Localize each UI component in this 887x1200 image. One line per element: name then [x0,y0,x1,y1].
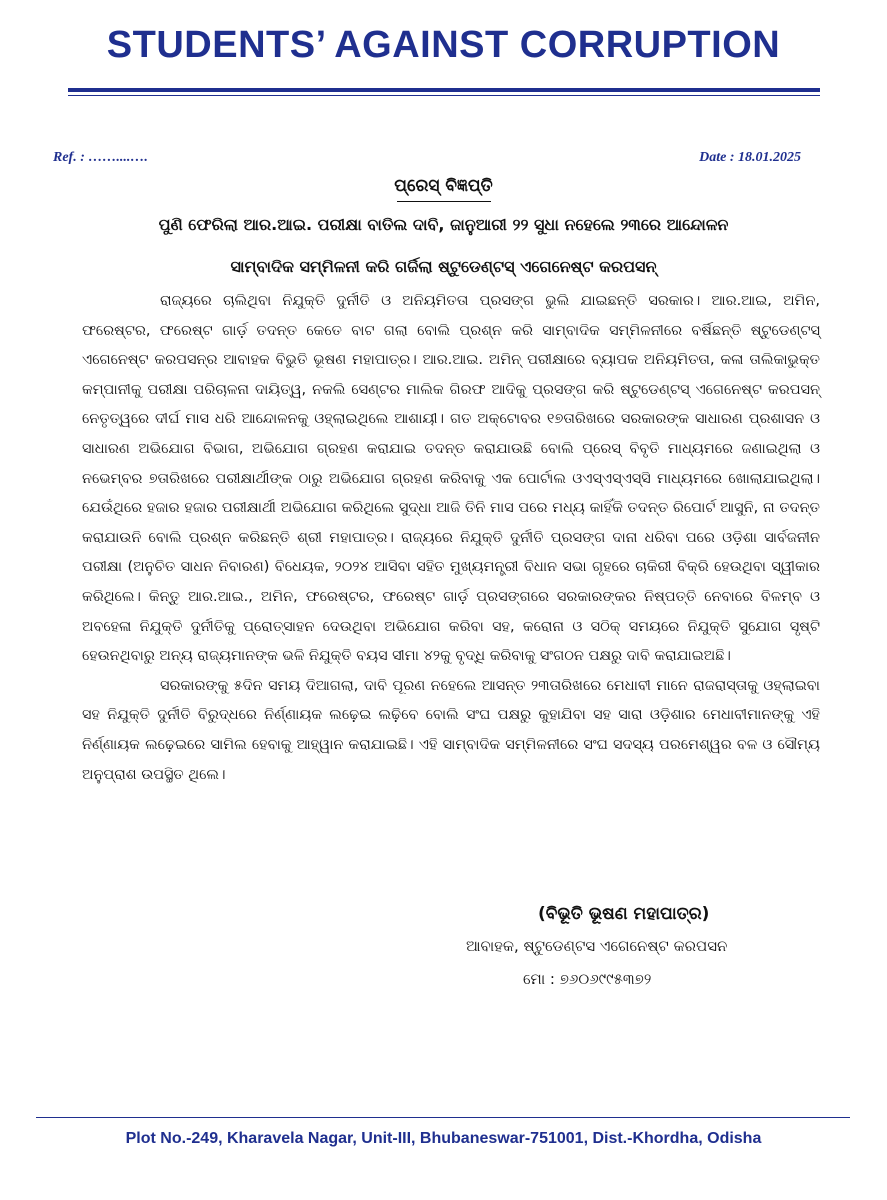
news-headline: ପୁଣି ଫେରିଲା ଆର.ଆଇ. ପରୀକ୍ଷା ବାତିଲ ଦାବି, ଜାନୁଆରୀ ୨୨ ସୁଧା ନହେଲେ ୨୩ରେ ଆନ୍ଦୋଳନ [158,215,729,234]
footer-rule [36,1117,850,1118]
press-heading-underline [397,201,491,202]
document-date: Date : 18.01.2025 [699,150,801,165]
letterhead-rule-thick [68,88,820,92]
news-subheadline: ସାମ୍ବାଦିକ ସମ୍ମିଳନୀ କରି ଗର୍ଜିଲା ଷ୍ଟୁଡେଣ୍ଟସ୍ ଏଗେନେଷ୍ଟ କରପସନ୍ [230,257,657,276]
reference-number: Ref. : ……....…. [53,150,148,165]
letterhead-title: STUDENTS’ AGAINST CORRUPTION [106,24,781,66]
body-paragraph-2: ସରକାରଙ୍କୁ ୫ଦିନ ସମୟ ଦିଆଗଲା, ଦାବି ପୂରଣ ନହେଲେ ଆସନ୍ତ ୨୩ତାରିଖରେ ମେଧାବୀ ମାନେ ରାଜରାସ୍ତାକୁ ଓହ୍ଲାଇବା ସହ ନିଯୁକ୍ତି ଦୁର୍ନୀତି ବିରୁଦ୍ଧରେ ନିର୍ଣ୍ଣାୟକ ଲଢ଼େଇ ଲଢ଼ିବେ ବୋଲି ସଂଘ ପକ୍ଷରୁ କୁହାଯିବା ସହ ସାରା ଓଡ଼ିଶାର ମେଧାବୀମାନଙ୍କୁ ଏହି ନିର୍ଣ୍ଣାୟକ ଲଢ଼େଇରେ ସାମିଲ ହେବାକୁ ଆହ୍ୱାନ କରାଯାଇଛି। ଏହି ସାମ୍ବାଦିକ ସମ୍ମିଳନୀରେ ସଂଘ ସଦସ୍ୟ ପରମେଶ୍ୱର ବଳ ଓ ସୌମ୍ୟ ଅନୁପ୍ରାଶ ଉପସ୍ଥିତ ଥିଲେ। [82,677,820,783]
footer-address: Plot No.-249, Kharavela Nagar, Unit-III, Bhubaneswar-751001, Dist.-Khordha, Odisha [125,1130,762,1147]
signatory-title: ଆବାହକ, ଷ୍ଟୁଡେଣ୍ଟସ ଏଗେନେଷ୍ଟ କରପସନ [466,937,728,955]
letterhead-rule-thin [68,95,820,96]
signatory-name: (ବିଭୂତି ଭୂଷଣ ମହାପାତ୍ର) [538,904,710,924]
press-body [82,287,820,790]
body-paragraph-1: ରାଜ୍ୟରେ ଚାଲିଥିବା ନିଯୁକ୍ତି ଦୁର୍ନୀତି ଓ ଅନିୟମିତତା ପ୍ରସଙ୍ଗ ଭୁଲି ଯାଇଛନ୍ତି ସରକାର। ଆର.ଆଇ, ଅମିନ, ଫରେଷ୍ଟର, ଫରେଷ୍ଟ ଗାର୍ଡ଼ ତଦନ୍ତ କେତେ ବାଟ ଗଲା ବୋଲି ପ୍ରଶ୍ନ କରି ସାମ୍ବାଦିକ ସମ୍ମିଳନୀରେ ବର୍ଷିଛନ୍ତି ଷ୍ଟୁଡେଣ୍ଟସ୍ ଏଗେନେଷ୍ଟ କରପସନ୍‌ର ଆବାହକ ବିଭୁତି ଭୂଷଣ ମହାପାତ୍ର। ଆର.ଆଇ. ଅମିନ୍ ପରୀକ୍ଷାରେ ବ୍ୟାପକ ଅନିୟମିତତା, କଳା ତାଲିକାଭୁକ୍ତ କମ୍ପାନୀକୁ ପରୀକ୍ଷା ପରିଚାଳନା ଦାୟିତ୍ୱ, ନକଲି ସେଣ୍ଟର ମାଲିକ ଗିରଫ ଆଦିକୁ ପ୍ରସଙ୍ଗ କରି ଷ୍ଟୁଡେଣ୍ଟସ୍ ଏଗେନେଷ୍ଟ କରପସନ୍ ନେତୃତ୍ୱରେ ଦୀର୍ଘ ମାସ ଧରି ଆନ୍ଦୋଳନକୁ ଓହ୍ଲାଇଥିଲେ ଆଶାୟୀ। ଗତ ଅକ୍ଟୋବର ୧୭ତାରିଖରେ ସରକାରଙ୍କ ସାଧାରଣ ପ୍ରଶାସନ ଓ ସାଧାରଣ ଅଭିଯୋଗ ବିଭାଗ, ଅଭିଯୋଗ ଗ୍ରହଣ କରାଯାଇ ତଦନ୍ତ କରାଯାଉଛି ବୋଲି ପ୍ରେସ୍ ବିବୃତି ମାଧ୍ୟମରେ ଜଣାଇଥିଲା ଓ ନଭେମ୍ବର ୭ତାରିଖରେ ପରୀକ୍ଷାର୍ଥୀଙ୍କ ଠାରୁ ଅଭିଯୋଗ ଗ୍ରହଣ କରିବାକୁ ଏକ ପୋର୍ଟାଲ ଓଏସ୍ଏସ୍ଏସ୍‌ସି ମାଧ୍ୟମରେ ଖୋଲାଯାଇଥିଲା। ଯେଉଁଥିରେ ହଜାର ହଜାର ପରୀକ୍ଷାର୍ଥୀ ଅଭିଯୋଗ କରିଥିଲେ ସୁଦ୍ଧା ଆଜି ତିନି ମାସ ପରେ ମଧ୍ୟ କାହିଁକି ତଦନ୍ତ ରିପୋର୍ଟ ଆସୁନି, ନା ତଦନ୍ତ କରାଯାଉନି ବୋଲି ପ୍ରଶ୍ନ କରିଛନ୍ତି ଶ୍ରୀ ମହାପାତ୍ର। ରାଜ୍ୟରେ ନିଯୁକ୍ତି ଦୁର୍ନୀତି ପ୍ରସଙ୍ଗ ଦାନା ଧରିବା ପରେ ଓଡ଼ିଶା ସାର୍ବଜନୀନ ପରୀକ୍ଷା (ଅନୁଚିତ ସାଧନ ନିବାରଣ) ବିଧେୟକ, ୨୦୨୪ ଆସିବା ସହିତ ମୁଖ୍ୟମନ୍ତ୍ରୀ ବିଧାନ ସଭା ଗୃହରେ ଚାକିରୀ ବିକ୍ରି ହେଉଥିବା ସ୍ୱୀକାର କରିଥିଲେ। କିନ୍ତୁ ଆର.ଆଇ., ଅମିନ, ଫରେଷ୍ଟର, ଫରେଷ୍ଟ ଗାର୍ଡ଼ ପ୍ରସଙ୍ଗରେ ସରକାରଙ୍କର ନିଷ୍ପତ୍ତି ନେବାରେ ବିଳମ୍ବ ଓ ଅବହେଳା ନିଯୁକ୍ତି ଦୁର୍ନୀତିକୁ ପ୍ରୋତ୍ସାହନ ଦେଉଥିବା ଅଭିଯୋଗ କରିବା ସହ, କରୋନା ଓ ସଠିକ୍ ସମୟରେ ନିଯୁକ୍ତି ସୁଯୋଗ ସୃଷ୍ଟି ହେଉନଥିବାରୁ ଅନ୍ୟ ରାଜ୍ୟମାନଙ୍କ ଭଳି ନିଯୁକ୍ତି ବୟସ ସୀମା ୪୨କୁ ବୃଦ୍ଧି କରିବାକୁ ସଂଗଠନ ପକ୍ଷରୁ ଦାବି କରାଯାଇଅଛି। [82,293,820,665]
press-release-heading: ପ୍ରେସ୍ ବିଜ୍ଞପ୍ତି [394,176,493,196]
signatory-phone: ମୋ : ୭୬୦୬୯୯୫୩୭୨ [523,970,652,988]
